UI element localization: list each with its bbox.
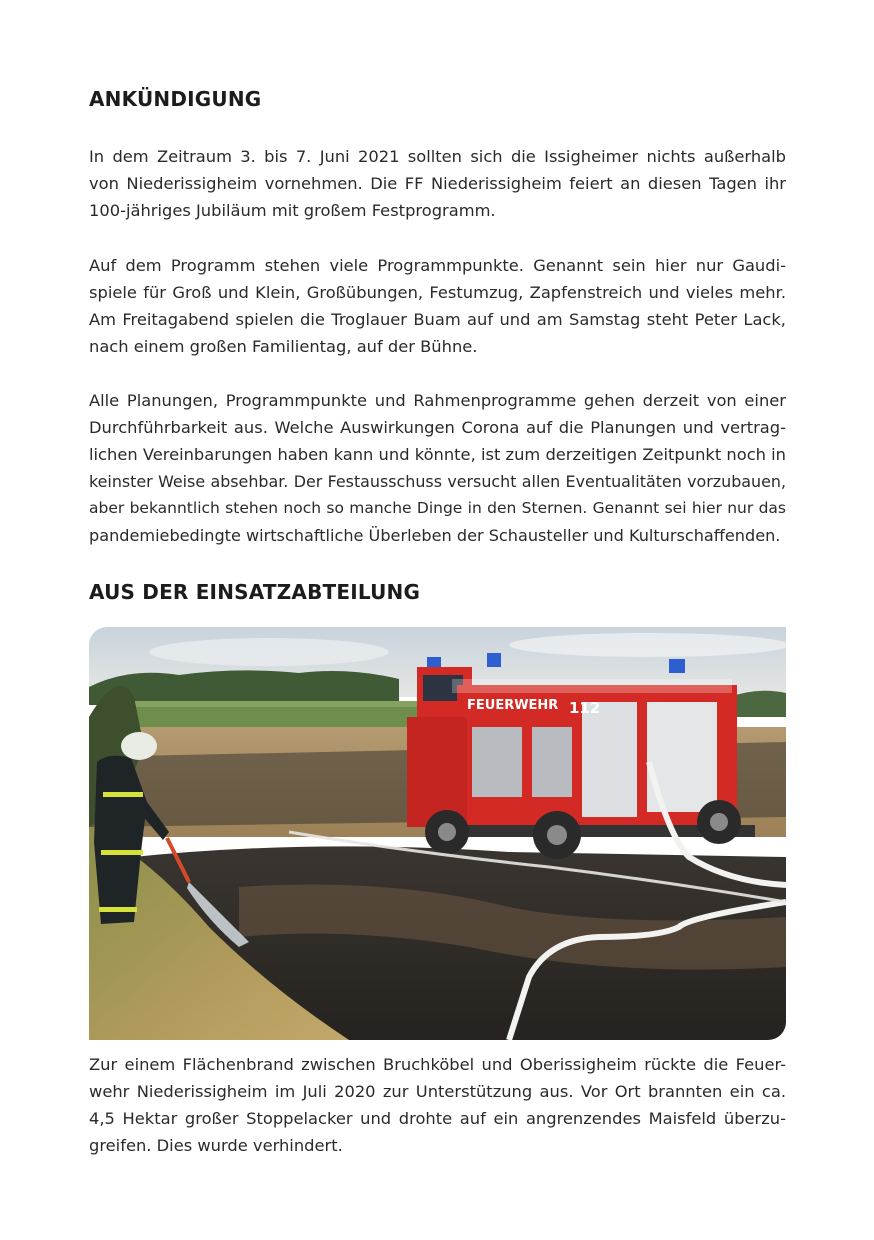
text-line: Zur einem Flächenbrand zwischen Bruchköbel und Oberissigheim rückte die Feuer-	[89, 1055, 786, 1074]
truck-number: 112	[569, 699, 601, 717]
text-line: 4,5 Hektar großer Stoppelacker und drohte auf ein angrenzendes Maisfeld überzu-	[89, 1109, 786, 1128]
heading-ankuendigung: ANKÜNDIGUNG	[89, 87, 262, 111]
paragraph-planning	[89, 387, 786, 549]
text-line: Durchführbarkeit aus. Welche Auswirkungen Corona auf die Planungen und vertrag-	[89, 418, 786, 437]
text-line: wehr Niederissigheim im Juli 2020 zur Unterstützung aus. Vor Ort brannten ein ca.	[89, 1082, 786, 1101]
text-line: In dem Zeitraum 3. bis 7. Juni 2021 sollten sich die Issigheimer nichts außerhalb	[89, 147, 786, 166]
text-line: keinster Weise absehbar. Der Festausschuss versucht allen Eventualitäten vorzubauen,	[89, 472, 786, 491]
fire-truck	[407, 653, 755, 859]
text-line: von Niederissigheim vornehmen. Die FF Niederissigheim feiert an diesen Tagen ihr	[89, 174, 786, 193]
paragraph-announcement-date	[89, 143, 786, 224]
text-line: Auf dem Programm stehen viele Programmpunkte. Genannt sein hier nur Gaudi-	[89, 256, 786, 275]
text-line: spiele für Groß und Klein, Großübungen, Festumzug, Zapfenstreich und vieles mehr.	[89, 283, 786, 302]
text-line: Alle Planungen, Programmpunkte und Rahmenprogramme gehen derzeit von einer	[89, 391, 786, 410]
text-line: Am Freitagabend spielen die Troglauer Buam auf und am Samstag steht Peter Lack,	[89, 310, 786, 329]
text-line: lichen Vereinbarungen haben kann und könnte, ist zum derzeitigen Zeitpunkt noch in	[89, 445, 786, 464]
text-line: nach einem großen Familientag, auf der Bühne.	[89, 337, 478, 356]
text-line: aber bekanntlich stehen noch so manche Dinge in den Sternen. Genannt sei hier nur das	[89, 499, 786, 517]
text-line: pandemiebedingte wirtschaftliche Überleben der Schausteller und Kulturschaffenden.	[89, 526, 781, 545]
treeline	[89, 670, 399, 705]
heading-einsatzabteilung: AUS DER EINSATZABTEILUNG	[89, 580, 421, 604]
paragraph-program	[89, 252, 786, 360]
fire-truck-photo	[89, 627, 786, 1040]
photo-caption	[89, 1051, 786, 1159]
truck-label: FEUERWEHR	[467, 698, 559, 713]
text-line: 100-jähriges Jubiläum mit großem Festprogramm.	[89, 201, 496, 220]
text-line: greifen. Dies wurde verhindert.	[89, 1136, 343, 1155]
